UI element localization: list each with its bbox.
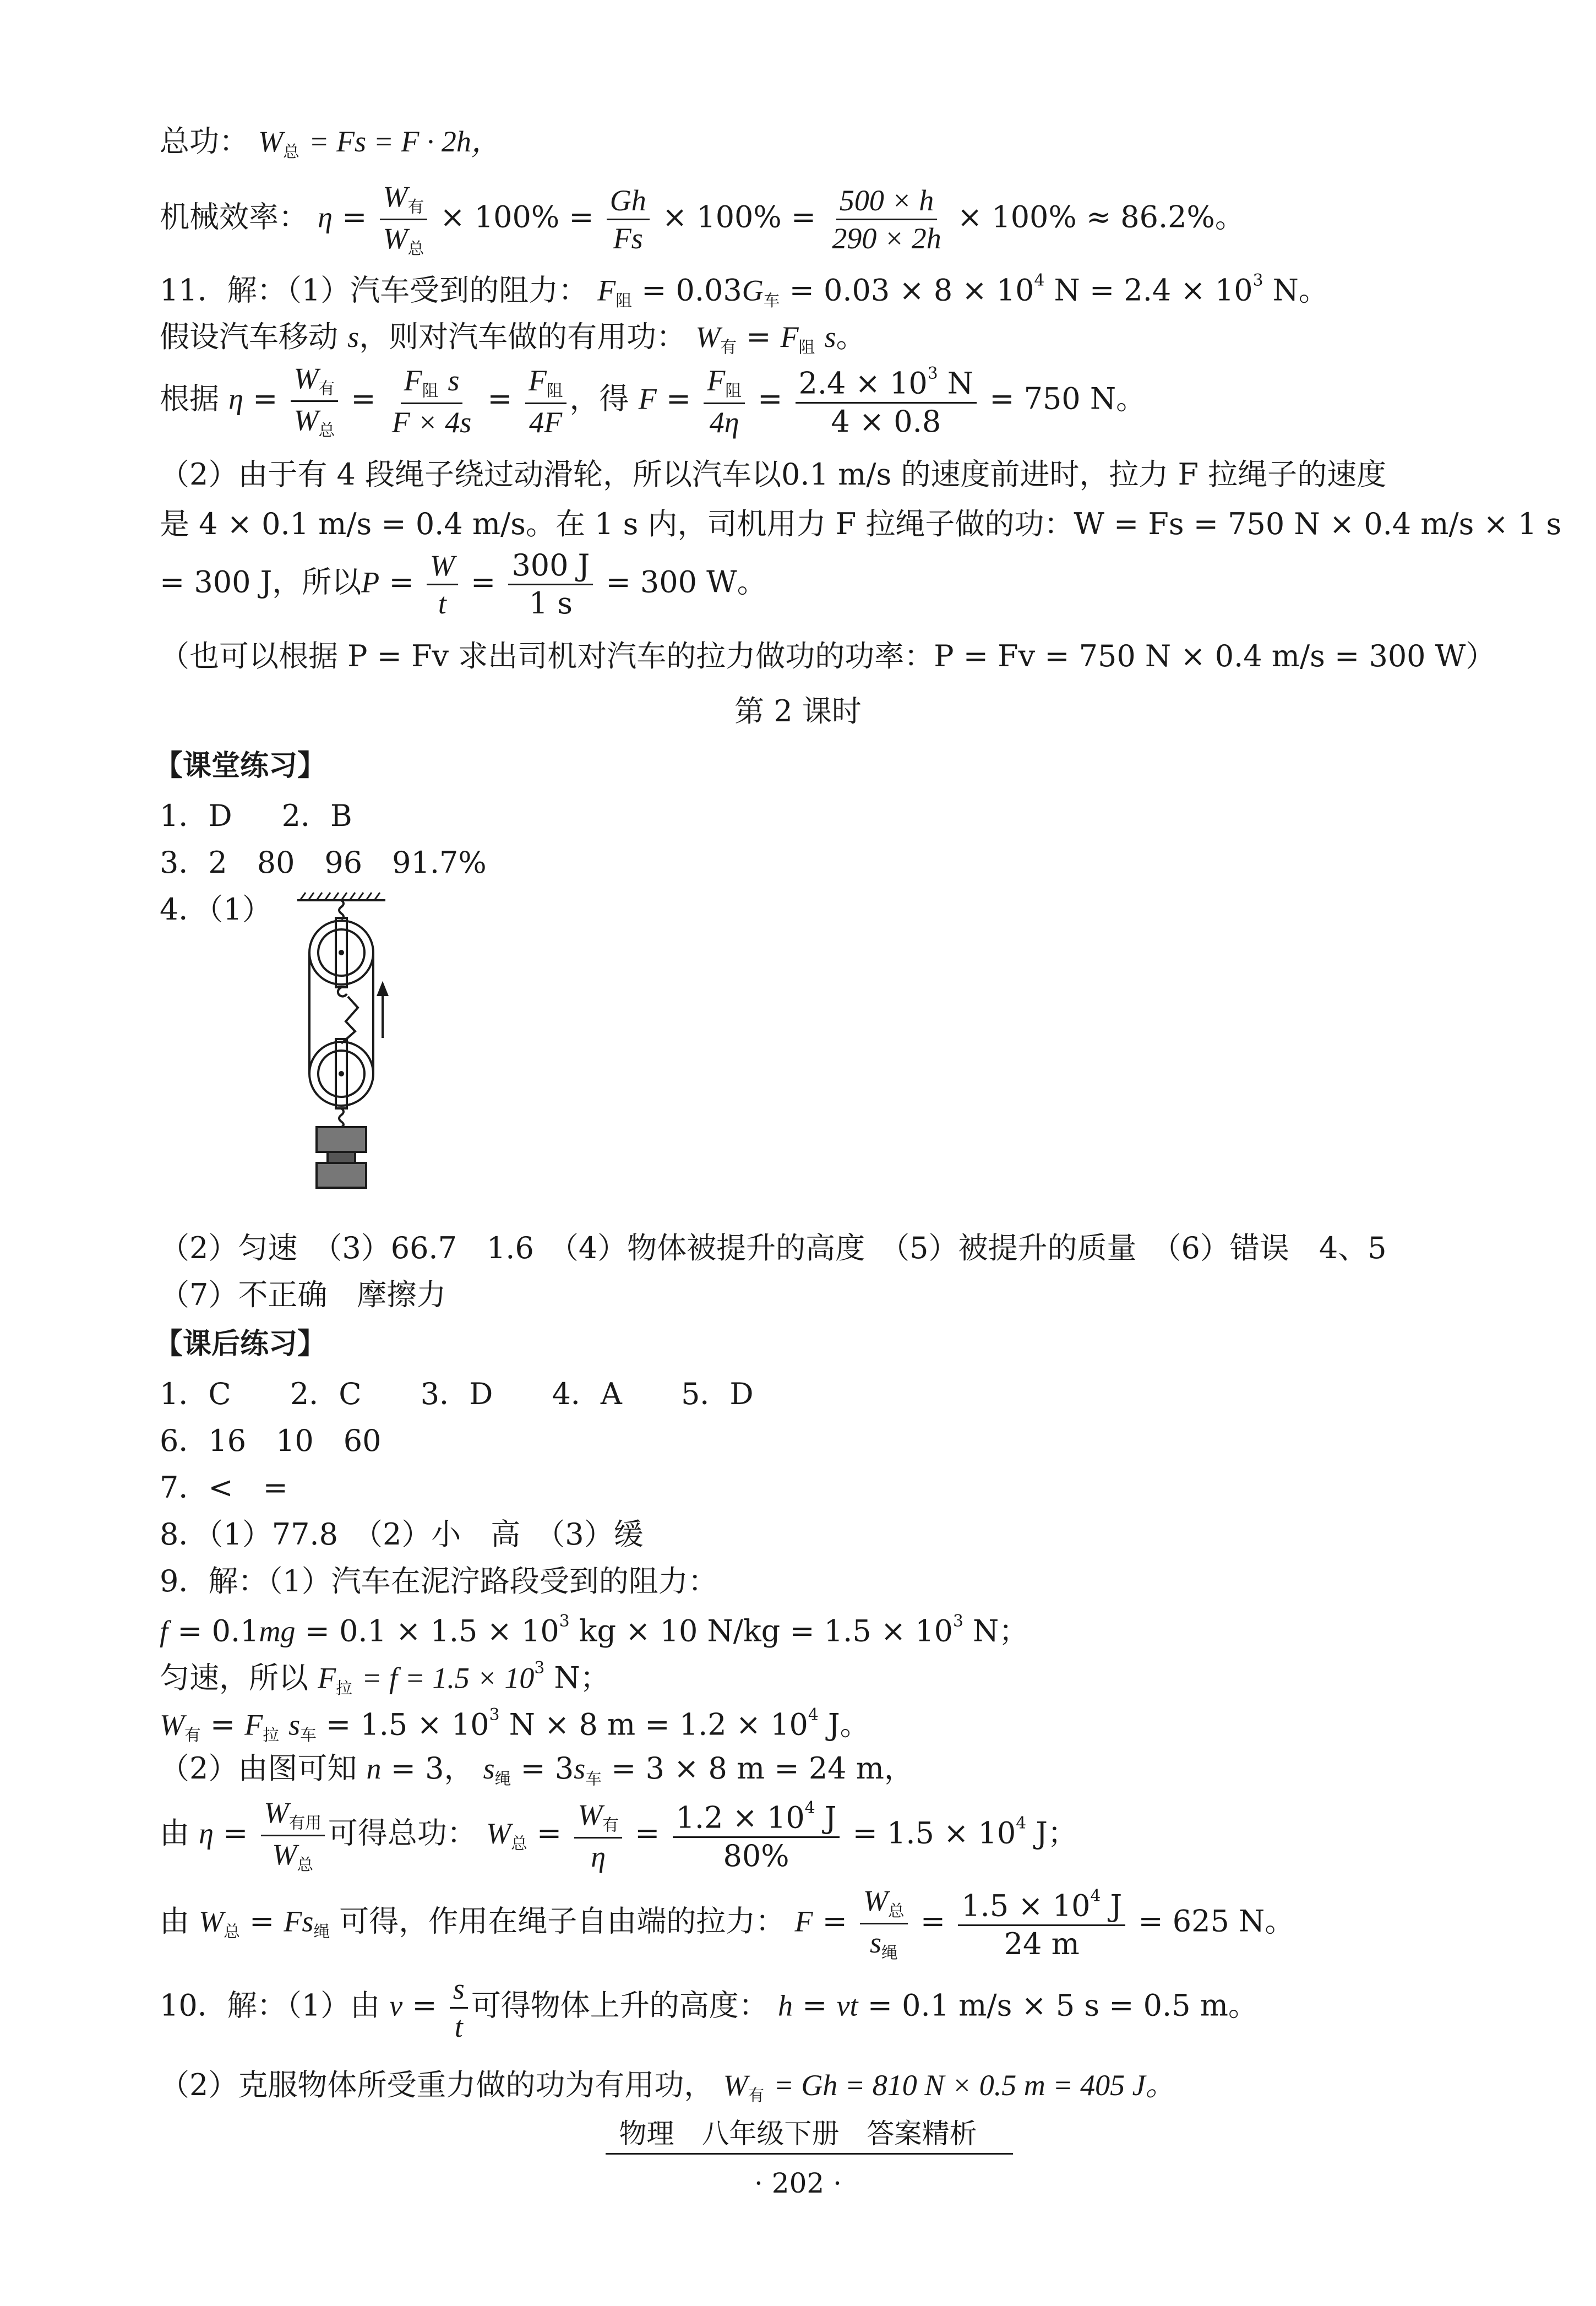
text: 由 bbox=[160, 1815, 189, 1851]
text: = Gh = 810 N × 0.5 m = 405 J。 bbox=[774, 2069, 1175, 2102]
q11-line-1 bbox=[160, 273, 1328, 309]
num: W bbox=[293, 362, 319, 395]
den: 4 × 0.8 bbox=[831, 404, 941, 439]
class-practice-answers-4b: （2）匀速 （3）66.7 1.6 （4）物体被提升的高度 （5）被提升的质量 （6）错误 4、5 bbox=[160, 1231, 1387, 1265]
class-practice-answers-4: 4．（1） bbox=[160, 892, 272, 927]
var: W bbox=[160, 1708, 184, 1742]
q9-line-1: 9．解：（1）汽车在泥泞路段受到的阻力： bbox=[160, 1564, 718, 1598]
num: Gh bbox=[607, 186, 650, 220]
text: = 625 N。 bbox=[1138, 1903, 1295, 1939]
total-work-line bbox=[160, 124, 501, 162]
text: 可得总功： bbox=[328, 1815, 477, 1851]
var: s bbox=[574, 1752, 586, 1785]
sub: 拉 bbox=[336, 1679, 352, 1699]
q11-line-6: = 300 J，所以P = $\frac{W}{t}$ = $\frac{300 J}{1 s}$ = 300 W。 bbox=[160, 548, 767, 621]
fraction bbox=[574, 1800, 622, 1872]
q9-line-4: $W_有 = F_拉$ $s_车 = 1.5 \times 10^3$ N × 8 $m = 1.2 \times 10^4$ J。 bbox=[160, 1705, 870, 1745]
var: F bbox=[780, 320, 799, 353]
sub: 车 bbox=[300, 1726, 317, 1745]
sub: 有 bbox=[318, 379, 335, 399]
answer: 3．D bbox=[420, 1377, 493, 1411]
var: F bbox=[794, 1905, 813, 1938]
den: 290 × 2h bbox=[832, 222, 941, 255]
sub: 阻 bbox=[798, 338, 815, 357]
den: W bbox=[272, 1838, 297, 1872]
weight-bottom bbox=[317, 1163, 366, 1188]
text: = 300 W。 bbox=[606, 564, 767, 600]
sub: 阻 bbox=[725, 380, 742, 400]
sub: 有 bbox=[720, 338, 737, 357]
fraction bbox=[704, 363, 745, 439]
num: F bbox=[707, 363, 726, 397]
text: × 100% ≈ 86.2%。 bbox=[957, 199, 1245, 235]
text: = 3， bbox=[390, 1751, 474, 1786]
sup: 4 bbox=[1016, 1813, 1027, 1833]
text: = 0.1 m/s × 5 s = 0.5 m。 bbox=[867, 1988, 1258, 2023]
sup: 3 bbox=[927, 364, 938, 384]
sub: 绳 bbox=[494, 1769, 511, 1789]
sup: 4 bbox=[1034, 271, 1045, 290]
answer: 4．A bbox=[552, 1377, 622, 1411]
class-practice-heading: 【课堂练习】 bbox=[154, 749, 326, 782]
fraction bbox=[829, 186, 944, 253]
fraction bbox=[380, 182, 428, 257]
text: N； bbox=[963, 1613, 1029, 1649]
sup: 4 bbox=[1090, 1886, 1101, 1906]
text: N； bbox=[544, 1660, 610, 1695]
num: W bbox=[383, 180, 408, 213]
text: 由 bbox=[160, 1903, 189, 1939]
q11-line-3: 根据 η = $\frac{W_有}{W_总}$ = $\frac{F_阻 s}{F \times 4s}$ = $\frac{F_阻}{4F}$ ，得 F = $\frac{F_阻}{4\eta}$ = $\frac{2.4 \times 10^3 N}{4 \times 0.8}$ = 750 N。 bbox=[160, 362, 1146, 440]
arrow-head bbox=[378, 984, 387, 995]
num: W bbox=[578, 1798, 603, 1831]
sup: 4 bbox=[808, 1705, 819, 1725]
den: 1 s bbox=[529, 586, 573, 621]
num: W bbox=[427, 551, 458, 585]
fraction bbox=[607, 186, 650, 253]
footer-title: 物理 八年级下册 答案精析 bbox=[619, 2118, 977, 2150]
var: P bbox=[361, 565, 380, 599]
after-practice-heading: 【课后练习】 bbox=[154, 1328, 326, 1361]
weight-top bbox=[317, 1127, 366, 1152]
weight-neck bbox=[328, 1152, 355, 1163]
var: W bbox=[199, 1905, 224, 1938]
sub: 总 bbox=[224, 1922, 240, 1941]
q11-line-2: 假设汽车移动 s，则对汽车做的有用功： $W_有 = F_阻$ s。 bbox=[160, 319, 866, 357]
label: 总功： bbox=[160, 124, 249, 159]
sub: 有 bbox=[407, 197, 424, 217]
sup: 4 bbox=[804, 1798, 815, 1818]
var: h bbox=[777, 1989, 793, 2022]
sub: 总 bbox=[407, 239, 424, 259]
var: mg bbox=[259, 1614, 296, 1648]
num: 500 × h bbox=[836, 186, 937, 220]
var: G bbox=[742, 274, 764, 307]
text: = 1.5 × 10 bbox=[852, 1815, 1016, 1851]
sub: 有 bbox=[184, 1726, 201, 1745]
den: t bbox=[438, 587, 446, 620]
text: J； bbox=[1026, 1815, 1077, 1851]
num: F bbox=[404, 363, 422, 397]
text: 11．解：（1）汽车受到的阻力： bbox=[160, 273, 589, 308]
var: s bbox=[483, 1752, 495, 1785]
answer: 5．D bbox=[681, 1377, 754, 1411]
text: N × 8 m = 1.2 × 10 bbox=[499, 1707, 808, 1742]
efficiency-line: 机械效率： η = $\frac{W_有}{W_总}$ × 100% = $\frac{Gh}{Fs}$ × 100% = $\frac{500 \times h}{290 \times 2h}$ × 100% ≈ 86.2%。 bbox=[160, 180, 1245, 259]
answer: 2．B bbox=[281, 798, 352, 833]
var: n bbox=[366, 1752, 382, 1785]
rope-middle bbox=[341, 997, 358, 1043]
text: kg × 10 N/kg = 1.5 × 10 bbox=[569, 1613, 953, 1649]
num: 300 J bbox=[508, 551, 593, 585]
sub: 车 bbox=[585, 1769, 602, 1789]
text: = 0.03 bbox=[641, 273, 742, 308]
den: Fs bbox=[613, 222, 643, 255]
class-practice-answers-3: 3．2 80 96 91.7% bbox=[160, 845, 487, 880]
sub: 拉 bbox=[263, 1726, 279, 1745]
den: s bbox=[870, 1926, 882, 1960]
sub: 总 bbox=[297, 1855, 314, 1875]
expr: = Fs = F · 2h， bbox=[309, 125, 501, 158]
var: f bbox=[160, 1614, 168, 1648]
sub: 阻 bbox=[422, 380, 439, 400]
var: F bbox=[244, 1708, 263, 1742]
text: × 100% = bbox=[662, 199, 816, 235]
fraction: $\frac{2.4 \times 10^3 N}{4 \times 0.8}$ bbox=[796, 366, 977, 437]
lesson-title: 第 2 课时 bbox=[734, 694, 862, 728]
num: s bbox=[448, 363, 460, 397]
text: （2）克服物体所受重力做的功为有用功， bbox=[160, 2068, 714, 2102]
text: 假设汽车移动 bbox=[160, 319, 338, 354]
q9-line-2 bbox=[160, 1612, 1029, 1649]
q9-line-5: （2）由图可知 n = 3， $s_绳 = 3s_车 = 3 \times 8$ m = 24 m， bbox=[160, 1751, 914, 1789]
fraction bbox=[508, 548, 593, 621]
weight-hook bbox=[339, 1108, 344, 1127]
eta: η bbox=[228, 382, 243, 416]
text: 匀速，所以 bbox=[160, 1660, 308, 1695]
var: s bbox=[288, 1708, 301, 1742]
q11-line-7: （也可以根据 P = Fv 求出司机对汽车的拉力做功的功率：P = Fv = 750 N × 0.4 m/s = 300 W） bbox=[160, 639, 1496, 673]
var: F bbox=[318, 1661, 336, 1695]
movable-pulley-axle bbox=[339, 1071, 344, 1076]
sub: 阻 bbox=[546, 380, 563, 400]
sub: 阻 bbox=[615, 291, 632, 311]
num: 1.5 × 10 bbox=[961, 1888, 1091, 1923]
text: ，则对汽车做的有用功： bbox=[359, 319, 687, 354]
sub: 绳 bbox=[313, 1922, 330, 1941]
fraction bbox=[261, 1798, 325, 1873]
den: F × 4s bbox=[391, 405, 472, 439]
text: N = 2.4 × 10 bbox=[1044, 273, 1253, 308]
text: ，得 bbox=[569, 381, 629, 416]
num: F bbox=[528, 363, 547, 397]
answer: 2．C bbox=[290, 1377, 362, 1411]
text: 根据 bbox=[160, 381, 219, 416]
var: s bbox=[347, 320, 359, 353]
text: N。 bbox=[1263, 273, 1328, 308]
den: W bbox=[293, 404, 319, 437]
num: W bbox=[863, 1884, 889, 1917]
fixed-pulley-axle bbox=[339, 950, 344, 955]
num: s bbox=[450, 1974, 468, 2009]
eta: η bbox=[318, 200, 333, 234]
lower-hook bbox=[338, 987, 347, 997]
sub: 总 bbox=[888, 1901, 905, 1921]
text: = 1.5 × 10 bbox=[325, 1707, 489, 1742]
q11-line-4: （2）由于有 4 段绳子绕过动滑轮，所以汽车以0.1 m/s 的速度前进时，拉力 F 拉绳子的速度 bbox=[160, 457, 1387, 492]
sup: 3 bbox=[1252, 271, 1263, 290]
text: = f = 1.5 × 10 bbox=[362, 1661, 535, 1695]
fraction bbox=[291, 363, 339, 439]
text: J。 bbox=[818, 1707, 870, 1742]
var: s bbox=[824, 320, 836, 353]
num: W bbox=[264, 1796, 289, 1829]
text: = 0.1 bbox=[177, 1613, 259, 1649]
num: 2.4 × 10 bbox=[798, 366, 928, 401]
eta: η bbox=[199, 1816, 214, 1850]
sub-zong: 总 bbox=[283, 142, 299, 162]
fraction bbox=[525, 363, 567, 439]
q9-line-3 bbox=[160, 1660, 610, 1697]
top-hook bbox=[339, 900, 344, 919]
sup: 3 bbox=[559, 1612, 570, 1631]
den: 80% bbox=[723, 1838, 789, 1873]
var: s bbox=[302, 1905, 314, 1938]
text: = 0.1 × 1.5 × 10 bbox=[304, 1613, 559, 1649]
var: W bbox=[486, 1816, 511, 1850]
after-practice-answers-6: 6．16 10 60 bbox=[160, 1423, 382, 1458]
after-practice-answers-7: 7．< = bbox=[160, 1470, 288, 1505]
var: v bbox=[389, 1989, 403, 2022]
fraction bbox=[450, 1974, 468, 2042]
sub: 有 bbox=[602, 1815, 619, 1835]
pulley-diagram bbox=[286, 889, 396, 1214]
den: 4F bbox=[529, 405, 563, 439]
text: 可得物体上升的高度： bbox=[471, 1988, 769, 2023]
var: F bbox=[284, 1905, 302, 1938]
q9-line-7: 由 $W_总 = Fs_绳$ 可得，作用在绳子自由端的拉力： F = $\frac{W_总}{s_绳}$ = $\frac{1.5 \times 10^4 J}{24 m}$ = 625 N。 bbox=[160, 1884, 1295, 1963]
sub: 总 bbox=[318, 421, 335, 440]
class-practice-answers-1 bbox=[160, 798, 352, 833]
sup: 3 bbox=[952, 1612, 963, 1631]
text: = 300 J，所以 bbox=[160, 564, 362, 600]
after-practice-answers-1-5 bbox=[160, 1379, 754, 1409]
text: = 750 N。 bbox=[989, 381, 1146, 416]
var: F bbox=[638, 382, 657, 416]
text: 10．解：（1）由 bbox=[160, 1988, 380, 2023]
q9-line-6: 由 η = $\frac{W_{有用}}{W_总}$ 可得总功： $W_总$ = $\frac{W_有}{\eta}$ = $\frac{1.2 \times 10^4 J}{80\%}$ = $1.5 \times 10^4$ J； bbox=[160, 1796, 1077, 1875]
text: = 3 × 8 m = 24 m， bbox=[611, 1751, 914, 1786]
den: t bbox=[454, 2010, 463, 2043]
fraction: $\frac{1.5 \times 10^4 J}{24 m}$ bbox=[958, 1888, 1125, 1959]
class-practice-answers-4c: （7）不正确 摩擦力 bbox=[160, 1277, 446, 1312]
fraction bbox=[389, 363, 475, 439]
answer: 1．D bbox=[160, 798, 232, 833]
text: × 100% = bbox=[440, 199, 594, 235]
q11-line-5: 是 4 × 0.1 m/s = 0.4 m/s。在 1 s 内，司机用力 F 拉绳子做的功：W = Fs = 750 N × 0.4 m/s × 1 s bbox=[160, 507, 1562, 541]
den: W bbox=[383, 222, 408, 255]
page-number: · 202 · bbox=[754, 2167, 842, 2199]
var: F bbox=[597, 274, 616, 307]
q10-line-2 bbox=[160, 2070, 1175, 2104]
num: 1.2 × 10 bbox=[676, 1800, 805, 1835]
q10-line-1: 10．解：（1）由 v = $\frac{s}{t}$ 可得物体上升的高度： h = vt = 0.1 m/s × 5 s = 0.5 m。 bbox=[160, 1972, 1258, 2043]
after-practice-answers-8: 8．（1）77.8 （2）小 高 （3）缓 bbox=[160, 1517, 644, 1552]
footer-underline bbox=[606, 2153, 1013, 2155]
sup: 3 bbox=[489, 1705, 500, 1725]
var: vt bbox=[836, 1989, 858, 2022]
sub: 有 bbox=[748, 2086, 765, 2106]
sup: 3 bbox=[534, 1658, 545, 1678]
label: 机械效率： bbox=[160, 199, 308, 235]
sub: 绳 bbox=[881, 1943, 898, 1963]
ceiling-hatch bbox=[300, 893, 380, 900]
fraction bbox=[427, 551, 458, 618]
text: = 0.03 × 8 × 10 bbox=[789, 273, 1034, 308]
den: 4η bbox=[709, 405, 739, 439]
var: W bbox=[695, 320, 721, 353]
den: 24 m bbox=[1004, 1926, 1080, 1961]
var-w: W bbox=[258, 125, 284, 158]
answer: 1．C bbox=[160, 1377, 231, 1411]
sub: 车 bbox=[763, 291, 780, 311]
den: η bbox=[591, 1840, 606, 1873]
sub: 总 bbox=[511, 1834, 527, 1853]
text: （2）由图可知 bbox=[160, 1751, 357, 1786]
fraction: $\frac{1.2 \times 10^4 J}{80\%}$ bbox=[673, 1800, 840, 1871]
fraction bbox=[860, 1886, 908, 1961]
text: 可得，作用在绳子自由端的拉力： bbox=[339, 1903, 786, 1939]
sub: 有用 bbox=[288, 1813, 322, 1833]
var: W bbox=[723, 2069, 748, 2102]
